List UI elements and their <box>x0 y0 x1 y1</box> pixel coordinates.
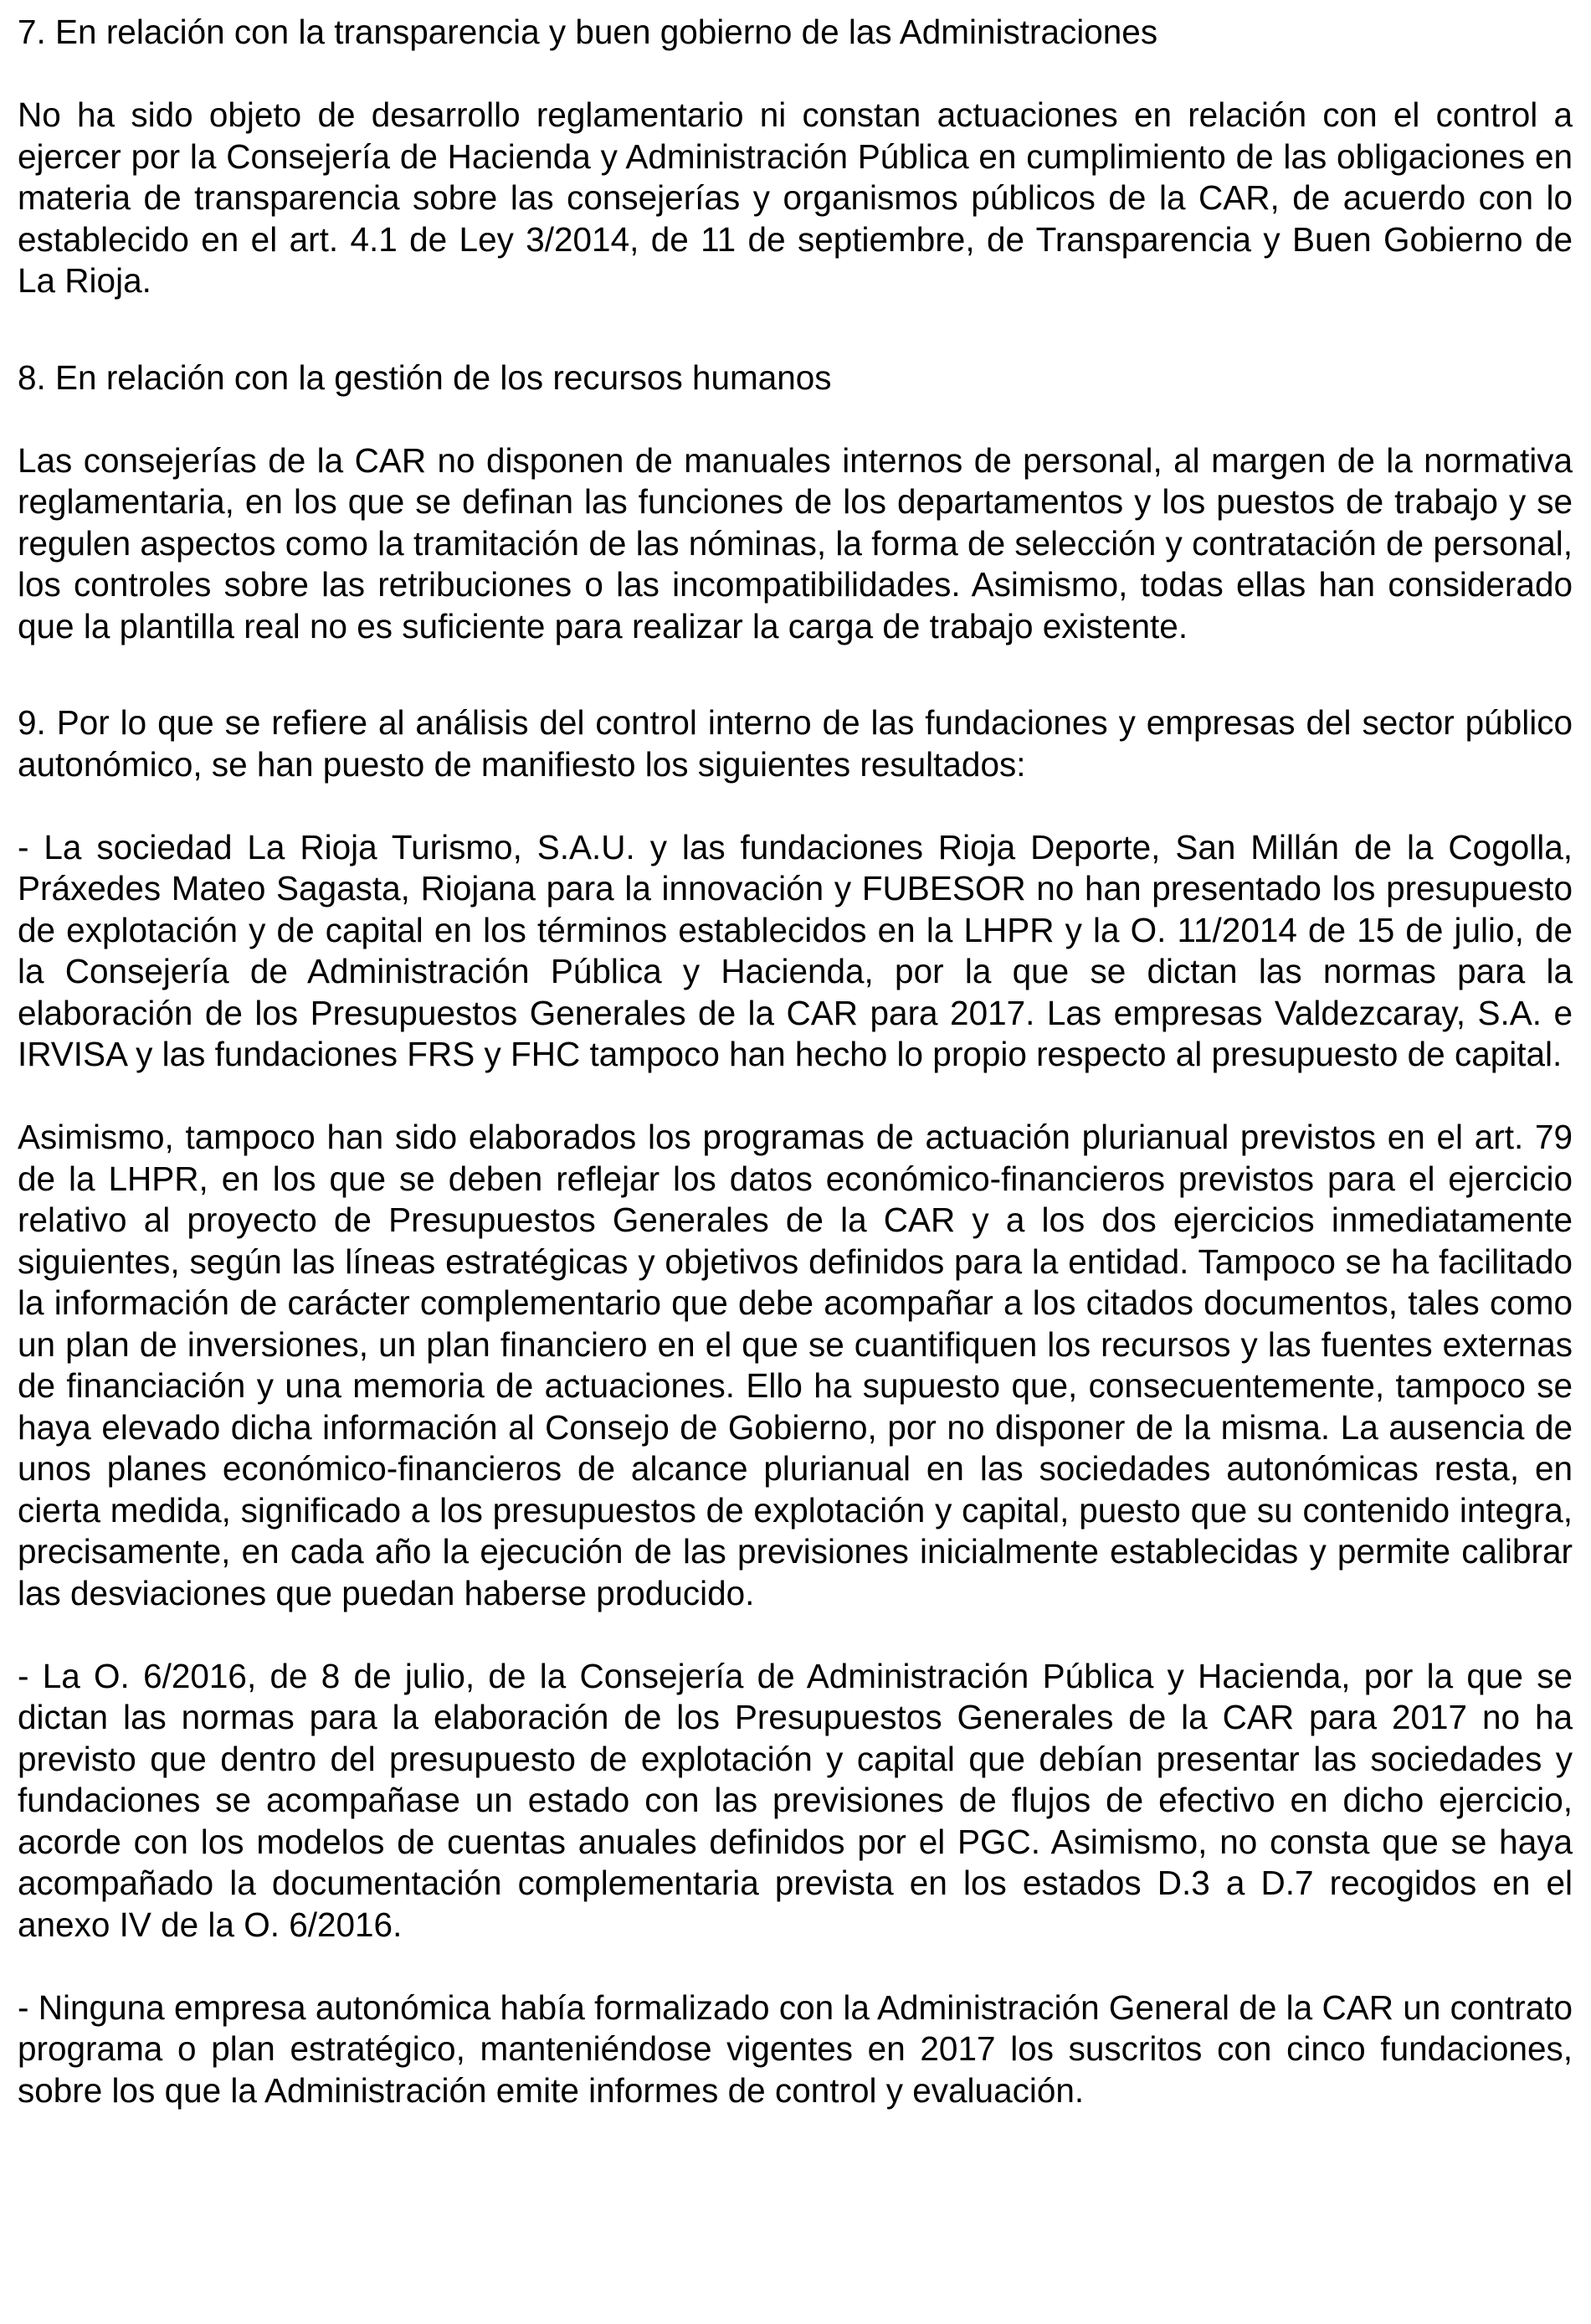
spacer <box>18 54 1573 95</box>
section-9-paragraph-3: - La O. 6/2016, de 8 de julio, de la Consejería de Administración Pública y Hacienda, por la que se dictan las normas para la elaboración de los Presupuestos Generales de la CAR para 2017 no ha previsto que dentro del presupuesto de explotación y capital que debían presentar las sociedades y fundaciones se acompañase un estado con las previsiones de flujos de efectivo en dicho ejercicio, acorde con los modelos de cuentas anuales definidos por el PGC. Asimismo, no consta que se haya acompañado la documentación complementaria prevista en los estados D.3 a D.7 recogidos en el anexo IV de la O. 6/2016. <box>18 1656 1573 1944</box>
document-page <box>18 12 1573 2111</box>
section-7-heading: 7. En relación con la transparencia y buen gobierno de las Administraciones <box>18 13 1158 51</box>
section-9-paragraph-1: - La sociedad La Rioja Turismo, S.A.U. y las fundaciones Rioja Deporte, San Millán de la Cogolla, Práxedes Mateo Sagasta, Riojana para la innovación y FUBESOR no han presentado los presupuesto de explotación y de capital en los términos establecidos en la LHPR y la O. 11/2014 de 15 de julio, de la Consejería de Administración Pública y Hacienda, por la que se dictan las normas para la elaboración de los Presupuestos Generales de la CAR para 2017. Las empresas Valdezcaray, S.A. e IRVISA y las fundaciones FRS y FHC tampoco han hecho lo propio respecto al presupuesto de capital. <box>18 827 1573 1073</box>
spacer <box>18 1946 1573 1987</box>
section-9-paragraph-2: Asimismo, tampoco han sido elaborados los programas de actuación plurianual previstos en el art. 79 de la LHPR, en los que se deben reflejar los datos económico-financieros previstos para el ejercicio relativo al proyecto de Presupuestos Generales de la CAR y a los dos ejercicios inmediatamente siguientes, según las líneas estratégicas y objetivos definidos para la entidad. Tampoco se ha facilitado la información de carácter complementario que debe acompañar a los citados documentos, tales como un plan de inversiones, un plan financiero en el que se cuantifiquen los recursos y las fuentes externas de financiación y una memoria de actuaciones. Ello ha supuesto que, consecuentemente, tampoco se haya elevado dicha información al Consejo de Gobierno, por no disponer de la misma. La ausencia de unos planes económico-financieros de alcance plurianual en las sociedades autonómicas resta, en cierta medida, significado a los presupuestos de explotación y capital, puesto que su contenido integra, precisamente, en cada año la ejecución de las previsiones inicialmente establecidas y permite calibrar las desviaciones que puedan haberse producido. <box>18 1118 1573 1612</box>
spacer <box>18 1614 1573 1656</box>
spacer <box>18 785 1573 827</box>
spacer <box>18 302 1573 357</box>
section-9-heading: 9. Por lo que se refiere al análisis del control interno de las fundaciones y empresas del sector público autonómico, se han puesto de manifiesto los siguientes resultados: <box>18 703 1573 784</box>
section-7-paragraph-1: No ha sido objeto de desarrollo reglamentario ni constan actuaciones en relación con el control a ejercer por la Consejería de Hacienda y Administración Pública en cumplimiento de las obligaciones en materia de transparencia sobre las consejerías y organismos públicos de la CAR, de acuerdo con lo establecido en el art. 4.1 de Ley 3/2014, de 11 de septiembre, de Transparencia y Buen Gobierno de La Rioja. <box>18 95 1573 300</box>
spacer <box>18 1076 1573 1118</box>
section-8-paragraph-1: Las consejerías de la CAR no disponen de manuales internos de personal, al margen de la normativa reglamentaria, en los que se definan las funciones de los departamentos y los puestos de trabajo y se regulen aspectos como la tramitación de las nóminas, la forma de selección y contratación de personal, los controles sobre las retribuciones o las incompatibilidades. Asimismo, todas ellas han considerado que la plantilla real no es suficiente para realizar la carga de trabajo existente. <box>18 440 1573 645</box>
section-9-paragraph-4: - Ninguna empresa autonómica había formalizado con la Administración General de la CAR un contrato programa o plan estratégico, manteniéndose vigentes en 2017 los suscritos con cinco fundaciones, sobre los que la Administración emite informes de control y evaluación. <box>18 1987 1573 2110</box>
spacer <box>18 398 1573 440</box>
spacer <box>18 647 1573 702</box>
section-8-heading: 8. En relación con la gestión de los recursos humanos <box>18 357 832 397</box>
